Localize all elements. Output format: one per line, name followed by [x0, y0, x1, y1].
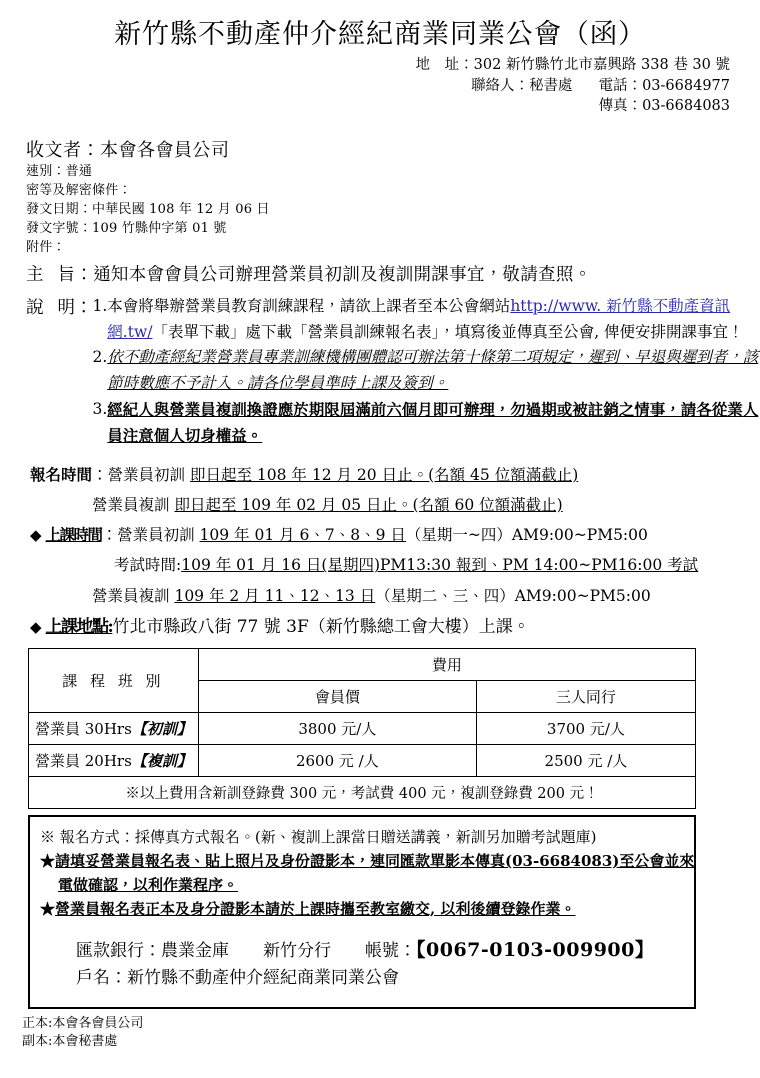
class-time-label: 上課時間: [46, 525, 102, 544]
class-time-course: 營業員初訓: [117, 526, 195, 544]
explanation-item-part2: 人員注意個人切身權益。: [107, 400, 758, 446]
signup-course-0: 營業員初訓: [108, 466, 186, 484]
row-course-0-a: 營業員 30Hrs: [35, 720, 132, 738]
delivery-value: 普通: [66, 164, 92, 179]
explanation-item-number: 3.: [93, 397, 108, 423]
delivery-row: [26, 163, 760, 182]
signup-method-row: [40, 825, 684, 849]
attachment-label: 附件：: [26, 240, 66, 255]
signup-time-label: 報名時間: [30, 465, 92, 484]
explanation-item-part1: 經紀人與營業員複訓換證應於期限屆滿前六個月即可辦理，勿過期或被註銷之情事，請各從業: [107, 400, 743, 419]
contact-person-label: 聯絡人：: [471, 78, 529, 94]
venue-row: [30, 611, 760, 644]
explanation-label: [26, 294, 93, 319]
exam-time-row: [30, 550, 760, 580]
header-fee-group: 費用: [198, 648, 695, 680]
retrain-time-row: [30, 581, 760, 611]
signup-method-text: 採傳真方式報名。(新、複訓上課當日贈送講義，新訓另加贈考試題庫): [135, 828, 597, 846]
bank-label: 匯款銀行：: [76, 941, 161, 961]
bank-name: 農業金庫: [161, 941, 229, 961]
footer-copy-row: [22, 1033, 760, 1052]
doc-number-label: 發文字號：: [26, 221, 92, 236]
recipient-row: [26, 139, 760, 162]
star-note-1-text-2: 電做確認，以利作業程序。: [58, 876, 238, 894]
class-time-date: 109 年 01 月 6、7、8、9 日: [200, 526, 406, 544]
schedule-section: [30, 460, 760, 644]
contact-person-value: 秘書處: [529, 78, 573, 94]
exam-time-detail: 109 年 01 月 16 日(星期四)PM13:30 報到、PM 14:00~PM16:00 考試: [181, 556, 698, 574]
account-holder-value: 新竹縣不動產仲介經紀商業同業公會: [127, 968, 399, 988]
subject-row: [26, 261, 760, 286]
registration-info-box: [28, 815, 696, 1009]
signup-time-row-2: [30, 490, 760, 520]
issue-date-row: [26, 201, 760, 220]
account-label: 帳號：: [365, 941, 416, 961]
signup-detail-0: 即日起至 108 年 12 月 20 日止。(名額 45 位額滿截止): [190, 466, 578, 484]
venue-value: 竹北市縣政八街 77 號 3F（新竹縣總工會大樓）上課。: [112, 617, 529, 637]
explanation-item: [93, 397, 760, 450]
phone-value: 03-6684977: [642, 78, 730, 94]
explanation-section: [26, 294, 760, 449]
row-course-0-b: 【初訓】: [132, 720, 192, 738]
star-note-2-text: 營業員報名表正本及身分證影本請於上課時攜至教室繳交, 以利後續登錄作業。: [55, 900, 575, 918]
retrain-date: 109 年 2 月 11、12、13 日: [174, 587, 375, 605]
document-meta: [26, 139, 760, 258]
address-value: 302 新竹縣竹北市嘉興路 338 巷 30 號: [474, 57, 730, 73]
fax-value: 03-6684083: [642, 98, 730, 114]
explanation-item-number: 2.: [93, 345, 108, 371]
bank-row: [40, 935, 684, 965]
class-time-suffix: （星期一~四）AM9:00~PM5:00: [406, 526, 648, 544]
doc-number-value: 109 竹縣仲字第 01 號: [92, 221, 227, 236]
diamond-bullet-icon: ◆: [30, 526, 42, 544]
doc-number-row: [26, 220, 760, 239]
retrain-suffix: （星期二、三、四）AM9:00~PM5:00: [375, 587, 650, 605]
row-member-1: 2600 元 /人: [198, 744, 476, 776]
footer-original-label: 正本:: [22, 1016, 52, 1031]
table-row: [29, 744, 696, 776]
footer-original-value: 本會各會員公司: [52, 1016, 143, 1031]
fax-label: 傳真：: [599, 98, 643, 114]
footer-copy-label: 副本:: [22, 1034, 52, 1049]
star-note-1-text-1: 請填妥營業員報名表、貼上照片及身份證影本，連同匯款單影本傳真(03-6684083)至公會並來: [55, 852, 694, 870]
header-course: 課 程 班 別: [29, 648, 199, 712]
row-member-0: 3800 元/人: [198, 712, 476, 744]
explanation-label-char2: 明：: [58, 298, 93, 318]
row-course-1: [29, 744, 199, 776]
star-note-1-line-1: [40, 849, 684, 873]
table-row: [29, 712, 696, 744]
attachment-row: [26, 239, 760, 258]
explanation-item-part2: 「表單下載」處下載「營業員訓練報名表」，填寫後並傳真至公會, 俾便安排開課事宜！: [152, 323, 743, 341]
explanation-item-part1: 本會將舉辦營業員教育訓練課程，請欲上課者至本公會網站: [107, 297, 510, 315]
address-row: [0, 55, 730, 76]
signup-course-1: 營業員複訓: [92, 496, 170, 514]
explanation-item-number: 1.: [93, 294, 108, 320]
explanation-label-char: 說: [26, 298, 58, 318]
phone-label: 電話：: [599, 78, 643, 94]
row-course-0: [29, 712, 199, 744]
association-website-link-cont[interactable]: 訊網.tw/: [107, 297, 730, 341]
star-bullet-icon: ★: [40, 900, 55, 918]
row-course-1-a: 營業員 20Hrs: [35, 752, 132, 770]
fee-table: [28, 648, 696, 809]
star-note-2-row: [40, 897, 684, 921]
header-member-price: 會員價: [198, 680, 476, 712]
address-label: 地 址：: [416, 57, 474, 73]
signup-time-row: [30, 460, 760, 490]
class-time-row: [30, 520, 760, 550]
explanation-item-text: [107, 294, 760, 345]
association-website-link[interactable]: http://www. 新竹縣不動產資: [510, 297, 714, 315]
signup-detail-1: 即日起至 109 年 02 月 05 日止。(名額 60 位額滿截止): [174, 496, 562, 514]
row-course-1-b: 【複訓】: [132, 752, 192, 770]
table-note-row: [29, 776, 696, 808]
contact-person-row: [0, 76, 730, 97]
star-bullet-icon: ★: [40, 852, 55, 870]
subject-label-char: 主: [26, 265, 58, 285]
account-holder-label: 戶名：: [76, 968, 127, 988]
retrain-course: 營業員複訓: [92, 587, 170, 605]
explanation-item-part2: 節時數應不予計入。請各位學員準時上課及簽到。: [107, 374, 448, 392]
header-three-person: 三人同行: [476, 680, 695, 712]
account-number: 【0067-0103-009900】: [416, 939, 654, 961]
delivery-label: 速別：: [26, 164, 66, 179]
explanation-item-text: [107, 345, 760, 396]
bank-branch: 新竹分行: [263, 941, 331, 961]
reference-mark-icon: ※: [40, 828, 55, 846]
row-three-0: 3700 元/人: [476, 712, 695, 744]
explanation-item: [93, 345, 760, 396]
explanation-item: [93, 294, 760, 345]
table-header-row: [29, 648, 696, 680]
account-holder-row: [40, 965, 684, 992]
issue-date-label: 發文日期：: [26, 202, 92, 217]
fax-row: [0, 96, 730, 117]
explanation-item-part1: 依不動產經紀業營業員專業訓練機構團體認可辦法第十條第二項規定，遲到、早退與遲到者，該: [107, 348, 758, 366]
explanation-item-text: [107, 397, 760, 450]
issue-date-value: 中華民國 108 年 12 月 06 日: [92, 202, 270, 217]
recipient-label: 收文者：: [26, 140, 100, 161]
explanation-row: [26, 294, 760, 449]
signup-method-label: 報名方式：: [60, 828, 135, 846]
explanation-body: [93, 294, 760, 449]
diamond-bullet-icon: ◆: [30, 618, 42, 636]
row-three-1: 2500 元 /人: [476, 744, 695, 776]
exam-time-label: 考試時間:: [114, 556, 181, 574]
recipient-value: 本會各會員公司: [100, 140, 230, 161]
footer-copy-value: 本會秘書處: [52, 1034, 117, 1049]
secrecy-row: [26, 182, 760, 201]
subject-label-char2: 旨：: [58, 265, 94, 285]
page-title: 新竹縣不動產仲介經紀商業同業公會（函）: [0, 12, 760, 51]
document-footer: [22, 1015, 760, 1053]
venue-label: 上課地點:: [46, 617, 113, 637]
fee-table-wrapper: [28, 648, 696, 809]
class-time-colon: ：: [102, 526, 118, 544]
star-note-1-line-2: [40, 873, 684, 897]
secrecy-label: 密等及解密條件：: [26, 183, 132, 198]
footer-original-row: [22, 1015, 760, 1034]
fee-note: ※以上費用含新訓登錄費 300 元，考試費 400 元，複訓登錄費 200 元！: [29, 776, 696, 808]
subject-text: 通知本會會員公司辦理營業員初訓及複訓開課事宜，敬請查照。: [93, 265, 591, 285]
document-page: [0, 12, 760, 1078]
signup-time-colon: ：: [92, 466, 108, 484]
contact-block: [0, 55, 730, 117]
